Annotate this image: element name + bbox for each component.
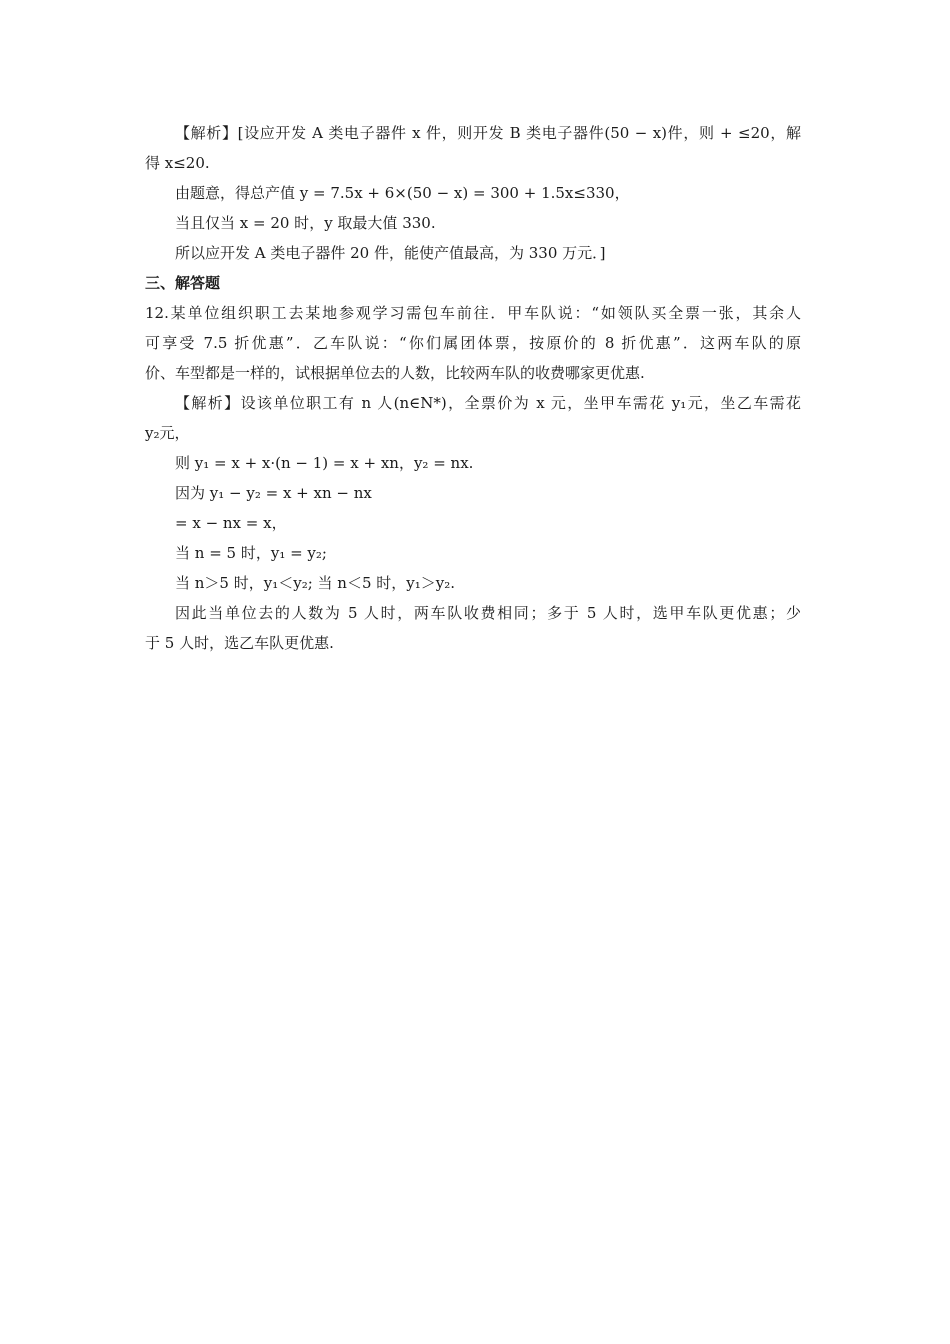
document-page	[145, 118, 805, 658]
solution-12-line-7: 当 n＞5 时，y₁＜y₂; 当 n＜5 时，y₁＞y₂.	[175, 574, 456, 592]
problem-12-line-2: 可享受 7.5 折优惠”．乙车队说：“你们属团体票，按原价的 8 折优惠”．这两车队的原	[145, 334, 801, 352]
solution-12-line-8: 因此当单位去的人数为 5 人时，两车队收费相同；多于 5 人时，选甲车队更优惠；少	[175, 604, 801, 622]
analysis-line-4: 当且仅当 x = 20 时，y 取最大值 330.	[175, 214, 436, 232]
solution-12-line-1: 【解析】设该单位职工有 n 人(n∈N*)，全票价为 x 元，坐甲车需花 y₁元，坐乙车需花	[175, 394, 801, 412]
analysis-line-5: 所以应开发 A 类电子器件 20 件，能使产值最高，为 330 万元．]	[175, 244, 606, 262]
solution-12-line-5: = x − nx = x，	[175, 514, 287, 532]
section-title: 三、解答题	[145, 274, 221, 292]
solution-12-line-9: 于 5 人时，选乙车队更优惠.	[145, 634, 334, 652]
problem-12-line-3: 价、车型都是一样的，试根据单位去的人数，比较两车队的收费哪家更优惠.	[145, 364, 645, 382]
solution-12-line-3: 则 y₁ = x + x·(n − 1) = x + xn，y₂ = nx.	[175, 454, 474, 472]
analysis-line-2: 得 x≤20.	[145, 154, 210, 172]
solution-12-line-6: 当 n = 5 时，y₁ = y₂;	[175, 544, 327, 562]
solution-12-line-4: 因为 y₁ − y₂ = x + xn − nx	[175, 484, 372, 502]
problem-12-line-1: 12.某单位组织职工去某地参观学习需包车前往．甲车队说：“如领队买全票一张，其余人	[145, 304, 801, 322]
analysis-line-3: 由题意，得总产值 y = 7.5x + 6×(50 − x) = 300 + 1.5x≤330，	[175, 184, 630, 202]
analysis-line-1: 【解析】[设应开发 A 类电子器件 x 件，则开发 B 类电子器件(50 − x)件，则 + ≤20，解	[175, 124, 801, 142]
solution-12-line-2: y₂元，	[145, 424, 190, 442]
